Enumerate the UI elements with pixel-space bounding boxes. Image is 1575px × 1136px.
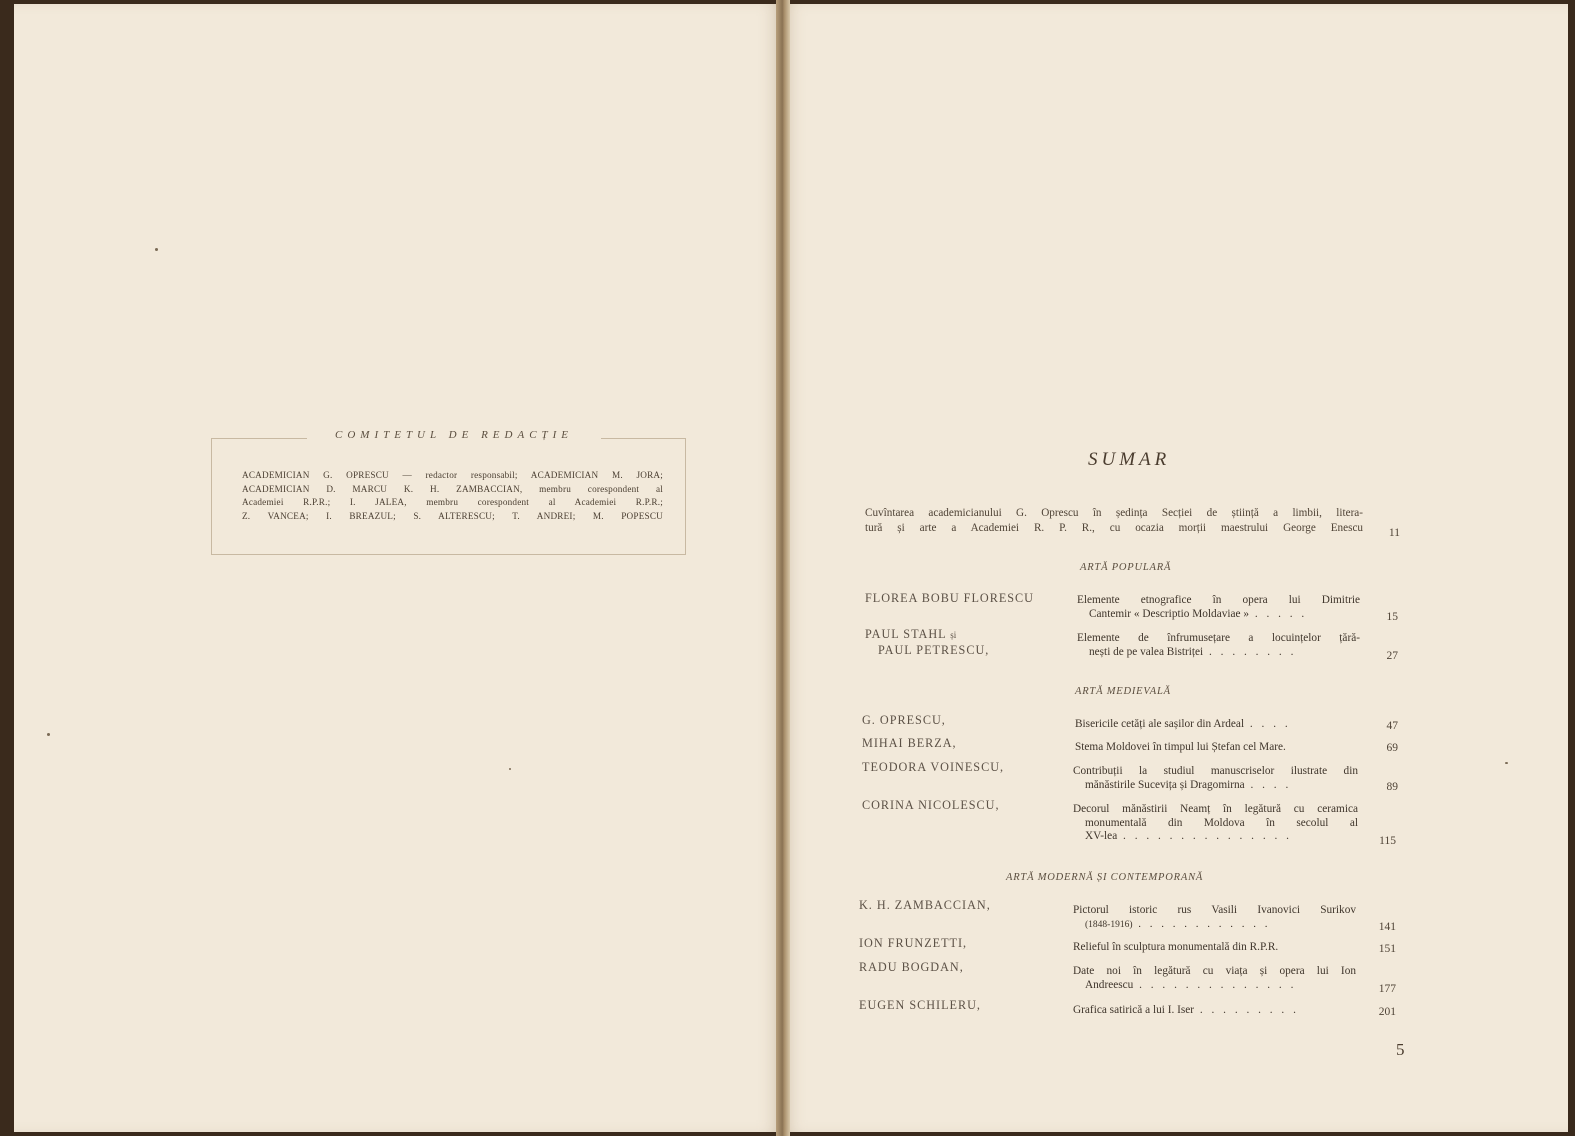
summary-title: SUMAR [1088,449,1171,470]
entry-title: Elemente de înfrumusețare a locuințelor țără- nești de pe valea Bistriței . . . . . . . . [1077,632,1360,658]
committee-line: ACADEMICIAN D. MARCU K. H. ZAMBACCIAN, membru corespondent al [242,483,663,494]
section-heading: ARTĂ MODERNĂ ȘI CONTEMPORANĂ [1006,872,1204,883]
intro-page: 11 [1388,527,1400,539]
entry-title: Grafica satirică a lui I. Iser . . . . . . . . . [1073,1004,1299,1016]
entry-title: Date noi în legătură cu viața și opera lui Ion Andreescu . . . . . . . . . . . . . . [1073,965,1356,991]
intro-line: Cuvîntarea academicianului G. Oprescu în ședința Secției de știință a limbii, litera- [865,507,1363,519]
paper-speck [1505,762,1508,764]
committee-line: Z. VANCEA; I. BREAZUL; S. ALTERESCU; T. ANDREI; M. POPESCU [242,510,663,521]
entry-page: 201 [1378,1006,1396,1018]
paper-speck [509,768,511,770]
entry-author: PAUL STAHL și PAUL PETRESCU, [865,627,990,657]
intro-line: tură și arte a Academiei R. P. R., cu ocazia morții maestrului George Enescu [865,522,1363,534]
entry-page: 151 [1378,943,1396,955]
entry-title: Pictorul istoric rus Vasili Ivanovici Surikov (1848-1916) . . . . . . . . . . . . [1073,904,1356,930]
entry-title: Contribuții la studiul manuscriselor ilustrate din mănăstirile Sucevița și Dragomirna . . . . [1073,765,1358,791]
entry-author: FLOREA BOBU FLORESCU [865,591,1034,605]
entry-page: 177 [1378,983,1396,995]
entry-page: 69 [1386,742,1398,754]
entry-page: 115 [1379,835,1396,847]
book-spine [776,0,790,1136]
entry-title: Relieful în sculptura monumentală din R.P.R. [1073,941,1279,953]
entry-page: 27 [1386,650,1398,662]
entry-author: ION FRUNZETTI, [859,936,968,950]
entry-author: G. OPRESCU, [862,713,946,727]
committee-line: ACADEMICIAN G. OPRESCU — redactor responsabil; ACADEMICIAN M. JORA; [242,470,663,480]
section-heading: ARTĂ POPULARĂ [1080,562,1172,573]
left-page [14,4,782,1132]
entry-page: 15 [1386,611,1398,623]
committee-members [242,469,663,523]
paper-speck [155,248,158,251]
section-heading: ARTĂ MEDIEVALĂ [1075,686,1171,697]
intro-entry [865,506,1363,536]
entry-title: Elemente etnografice în opera lui Dimitrie Cantemir « Descriptio Moldaviae » . . . . . [1077,594,1360,620]
entry-page: 47 [1386,720,1398,732]
committee-line: Academiei R.P.R.; I. JALEA, membru corespondent al Academiei R.P.R.; [242,497,663,508]
entry-page: 141 [1378,921,1396,933]
entry-author: RADU BOGDAN, [859,960,964,974]
entry-title: Bisericile cetăți ale sașilor din Ardeal . . . . [1075,718,1291,730]
entry-page: 89 [1386,781,1398,793]
entry-title: Decorul mănăstirii Neamț în legătură cu ceramica monumentală din Moldova în secolul al XV-lea . . . . . . . . . . . . . . . [1073,803,1358,842]
committee-title: COMITETUL DE REDACȚIE [307,429,601,441]
entry-author: MIHAI BERZA, [862,736,957,750]
entry-author: CORINA NICOLESCU, [862,798,1000,812]
page-number: 5 [1396,1040,1405,1059]
entry-author: K. H. ZAMBACCIAN, [859,898,991,912]
entry-author: TEODORA VOINESCU, [862,760,1005,774]
editorial-committee-box [211,429,686,555]
entry-author: EUGEN SCHILERU, [859,998,981,1012]
entry-title: Stema Moldovei în timpul lui Ștefan cel Mare. [1075,741,1286,753]
paper-speck [47,733,50,736]
